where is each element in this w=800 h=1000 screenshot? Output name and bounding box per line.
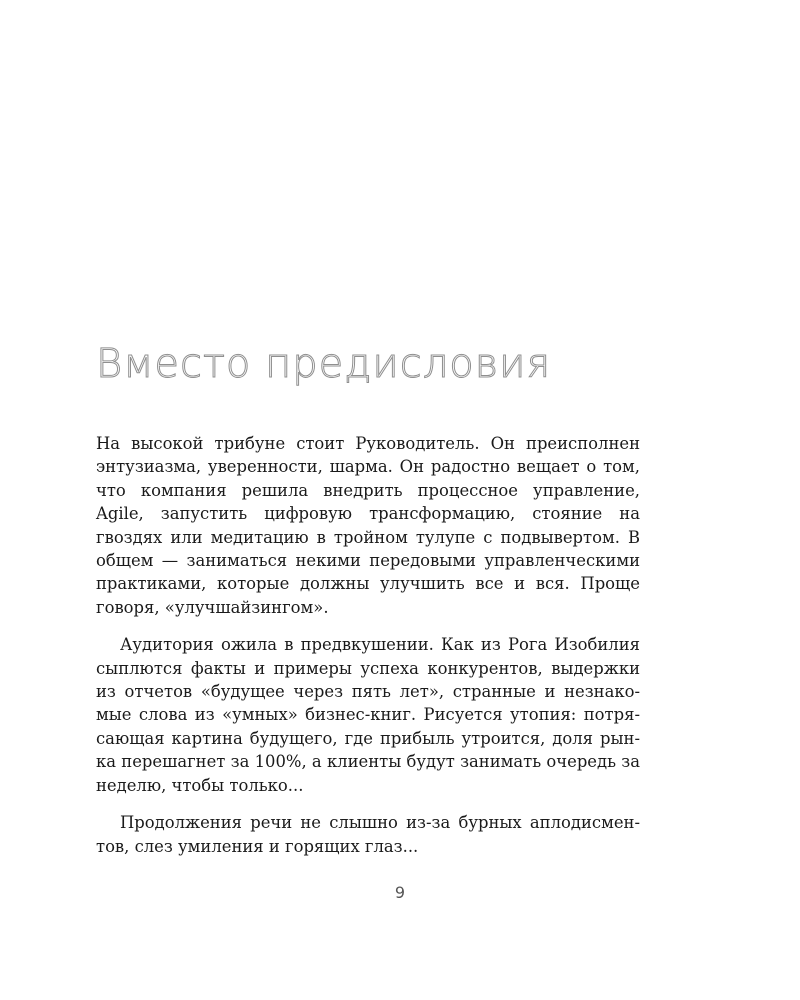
- paragraph-3: Продолжения речи не слышно из-за бурных аплодисментов, слез умиления и горящих глаз...: [96, 813, 640, 856]
- chapter-title: Вместо предисловия: [96, 341, 552, 387]
- body-text: [96, 432, 640, 872]
- page-number: 9: [394, 883, 406, 902]
- paragraph-2: Аудитория ожила в предвкушении. Как из Рога Изобилия сыплются факты и примеры успеха конкурентов, выдержки из отчетов «будущее через пять лет», странные и незнакомые слова из «умных» бизнес-книг. Рисуется утопия: потрясающая картина будущего, где прибыль утроится, доля рынка перешагнет за 100%, а клиенты будут занимать очередь за неделю, чтобы только...: [96, 635, 640, 795]
- paragraph-1: На высокой трибуне стоит Руководитель. Он преисполнен энтузиазма, уверенности, шарма. Он радостно вещает о том, что компания решила внедрить процессное управление, Agile, запустить цифровую трансформацию, стояние на гвоздях или медитацию в тройном тулупе с подвывертом. В общем — заниматься некими передовыми управленческими практиками, которые должны улучшить все и вся. Проще говоря, «улучшайзингом».: [96, 434, 640, 617]
